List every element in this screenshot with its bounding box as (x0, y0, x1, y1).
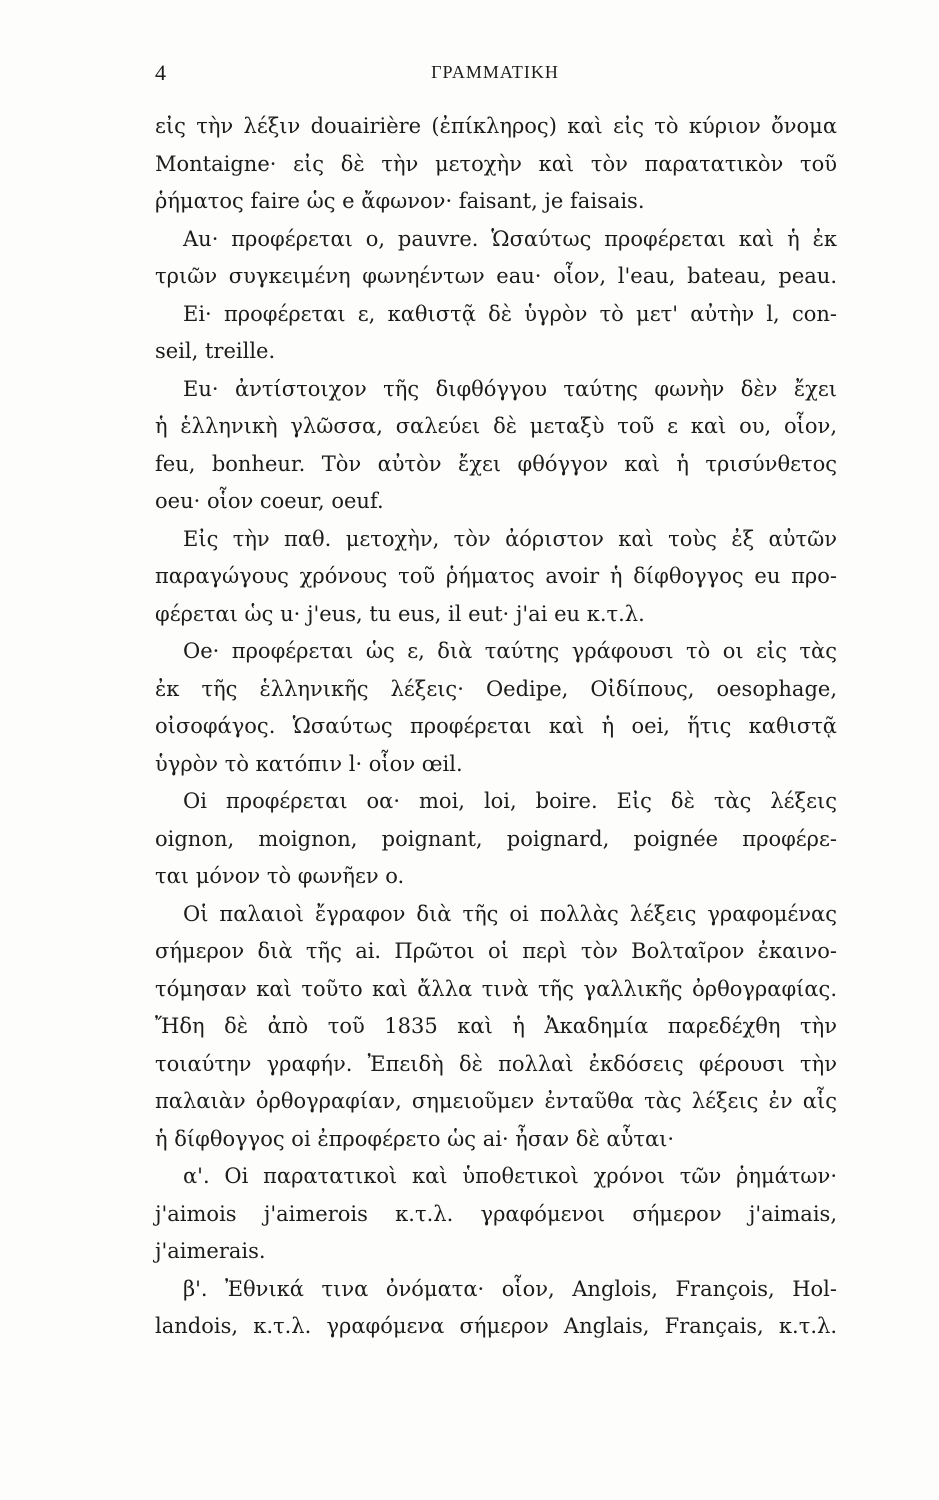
text-line: ἡ δίφθογγος oi ἐπροφέρετο ὡς ai· ἦσαν δὲ αὗται· (155, 1126, 675, 1151)
text-line: τόμησαν καὶ τοῦτο καὶ ἄλλα τινὰ τῆς γαλλικῆς ὀρθογραφίας. (155, 976, 837, 1001)
text-line: ἐκ τῆς ἑλληνικῆς λέξεις· Oedipe, Οἰδίπους, oesophage, (155, 676, 837, 701)
text-line: Ἤδη δὲ ἀπὸ τοῦ 1835 καὶ ἡ Ἀκαδημία παρεδέχθη τὴν (155, 1014, 837, 1038)
text-line: Oe· προφέρεται ὡς ε, διὰ ταύτης γράφουσι τὸ οι εἰς τὰς (183, 639, 837, 663)
text-line: ὑγρὸν τὸ κατόπιν l· οἷον œil. (155, 751, 463, 776)
page-header (155, 60, 835, 100)
text-line: τοιαύτην γραφήν. Ἐπειδὴ δὲ πολλαὶ ἐκδόσεις φέρουσι τὴν (155, 1051, 837, 1076)
text-line: landois, κ.τ.λ. γραφόμενα σήμερον Anglais, Français, κ.τ.λ. (155, 1314, 837, 1338)
text-line: παραγώγους χρόνους τοῦ ῥήματος avoir ἡ δίφθογγος eu προ- (155, 564, 837, 588)
text-line: τριῶν συγκειμένη φωνηέντων eau· οἷον, l'eau, bateau, peau. (155, 264, 837, 288)
text-line: ται μόνον τὸ φωνῆεν o. (155, 864, 405, 888)
text-line: ἡ ἑλληνικὴ γλῶσσα, σαλεύει δὲ μεταξὺ τοῦ ε καὶ ου, οἷον, (155, 414, 837, 438)
text-line: seil, treille. (155, 339, 276, 363)
paragraph (155, 296, 837, 371)
paragraph (155, 896, 837, 1159)
body-text (155, 108, 837, 1346)
text-line: α'. Oi παρατατικοὶ καὶ ὑποθετικοὶ χρόνοι τῶν ῥημάτων· (183, 1164, 837, 1188)
running-title: ΓΡΑΜΜΑΤΙΚΗ (431, 62, 559, 82)
text-line: Ei· προφέρεται ε, καθιστᾷ δὲ ὑγρὸν τὸ μετ' αὐτὴν l, con- (183, 301, 837, 326)
text-line: j'aimois j'aimerois κ.τ.λ. γραφόμενοι σήμερον j'aimais, (155, 1201, 837, 1226)
text-line: σήμερον διὰ τῆς ai. Πρῶτοι οἱ περὶ τὸν Βολταῖρον ἐκαινο- (155, 939, 837, 963)
text-line: j'aimerais. (155, 1239, 266, 1263)
text-line: Montaigne· εἰς δὲ τὴν μετοχὴν καὶ τὸν παρατατικὸν τοῦ (155, 151, 837, 176)
text-line: Au· προφέρεται o, pauvre. Ὡσαύτως προφέρεται καὶ ἡ ἐκ (183, 226, 837, 251)
text-line: εἰς τὴν λέξιν douairière (ἐπίκληρος) καὶ εἰς τὸ κύριον ὄνομα (155, 114, 837, 138)
text-line: Οἱ παλαιοὶ ἔγραφον διὰ τῆς oi πολλὰς λέξεις γραφομένας (183, 901, 837, 926)
paragraph (155, 1271, 837, 1346)
paragraph (155, 221, 837, 296)
text-line: ῥήματος faire ὡς e ἄφωνον· faisant, je faisais. (155, 189, 645, 213)
text-line: feu, bonheur. Τὸν αὐτὸν ἔχει φθόγγον καὶ ἡ τρισύνθετος (155, 451, 837, 476)
text-line: Eu· ἀντίστοιχον τῆς διφθόγγου ταύτης φωνὴν δὲν ἔχει (183, 376, 837, 401)
text-line: Εἰς τὴν παθ. μετοχὴν, τὸν ἀόριστον καὶ τοὺς ἐξ αὐτῶν (183, 526, 837, 551)
text-line: Oi προφέρεται οα· moi, loi, boire. Εἰς δὲ τὰς λέξεις (183, 789, 837, 813)
paragraph (155, 108, 837, 221)
paragraph (155, 371, 837, 521)
text-line: οἰσοφάγος. Ὡσαύτως προφέρεται καὶ ἡ oei, ἥτις καθιστᾷ (155, 714, 837, 738)
paragraph (155, 783, 837, 896)
paragraph (155, 521, 837, 634)
text-line: oeu· οἷον coeur, oeuf. (155, 489, 384, 513)
text-line: oignon, moignon, poignant, poignard, poignée προφέρε- (155, 826, 837, 851)
text-line: β'. Ἐθνικά τινα ὀνόματα· οἷον, Anglois, François, Hol- (183, 1276, 837, 1301)
text-line: φέρεται ὡς u· j'eus, tu eus, il eut· j'ai eu κ.τ.λ. (155, 601, 645, 626)
paragraph (155, 1158, 837, 1271)
paragraph (155, 633, 837, 783)
text-line: παλαιὰν ὀρθογραφίαν, σημειοῦμεν ἐνταῦθα τὰς λέξεις ἐν αἷς (155, 1089, 837, 1113)
page-number: 4 (155, 60, 166, 85)
